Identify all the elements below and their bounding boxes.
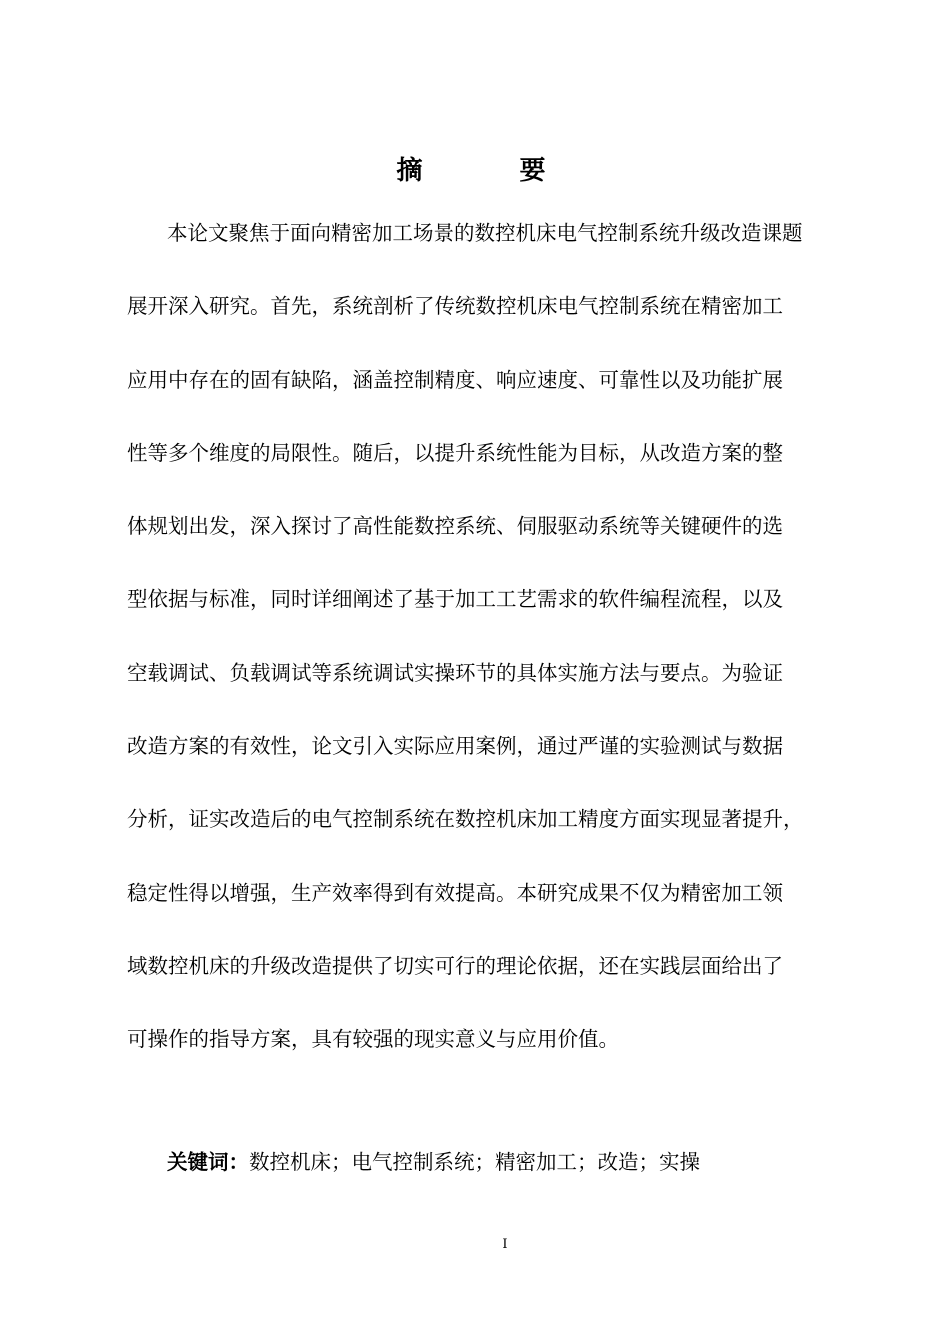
page-number: I: [502, 1237, 508, 1252]
abstract-line: 可操作的指导方案，具有较强的现实意义与应用价值。: [127, 1027, 619, 1052]
keywords-label: 关键词：: [167, 1150, 249, 1174]
abstract-line: 体规划出发，深入探讨了高性能数控系统、伺服驱动系统等关键硬件的选: [127, 514, 783, 539]
keywords-value: 数控机床；电气控制系统；精密加工；改造；实操: [249, 1150, 700, 1174]
abstract-line: 本论文聚焦于面向精密加工场景的数控机床电气控制系统升级改造课题: [167, 221, 803, 245]
keywords: [167, 1146, 867, 1178]
abstract-line: 空载调试、负载调试等系统调试实操环节的具体实施方法与要点。为验证: [127, 660, 783, 685]
abstract-line: 型依据与标准，同时详细阐述了基于加工工艺需求的软件编程流程，以及: [127, 587, 783, 612]
abstract-body: [127, 197, 859, 1077]
abstract-line: 改造方案的有效性，论文引入实际应用案例，通过严谨的实验测试与数据: [127, 734, 783, 759]
page-title: 摘 要: [396, 156, 590, 186]
abstract-line: 分析，证实改造后的电气控制系统在数控机床加工精度方面实现显著提升，: [127, 807, 804, 832]
abstract-line: 性等多个维度的局限性。随后，以提升系统性能为目标，从改造方案的整: [127, 440, 783, 465]
abstract-line: 应用中存在的固有缺陷，涵盖控制精度、响应速度、可靠性以及功能扩展: [127, 367, 783, 392]
abstract-line: 展开深入研究。首先，系统剖析了传统数控机床电气控制系统在精密加工: [127, 294, 783, 319]
abstract-line: 稳定性得以增强，生产效率得到有效提高。本研究成果不仅为精密加工领: [127, 880, 783, 905]
abstract-line: 域数控机床的升级改造提供了切实可行的理论依据，还在实践层面给出了: [127, 953, 783, 978]
